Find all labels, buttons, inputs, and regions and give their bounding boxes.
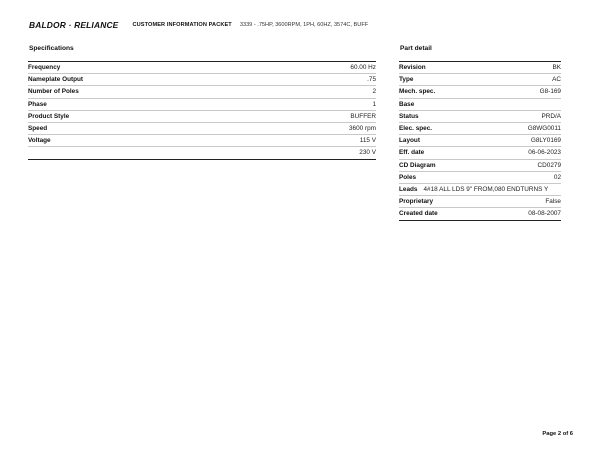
row-label: Elec. spec. — [399, 123, 486, 135]
table-row — [28, 74, 376, 86]
row-label: Layout — [399, 135, 486, 147]
table-row — [28, 147, 376, 159]
row-value: G8-169 — [486, 86, 561, 98]
table-row — [399, 86, 561, 98]
table-row — [399, 123, 561, 135]
row-label: Frequency — [28, 64, 61, 71]
row-label: Number of Poles — [28, 86, 261, 98]
specifications-heading: Specifications — [29, 45, 74, 52]
table-row — [399, 62, 561, 74]
row-label: Phase — [28, 98, 261, 110]
row-value: .75 — [261, 74, 376, 86]
row-value: BK — [552, 64, 561, 71]
row-label: Created date — [399, 208, 486, 220]
row-value: 06-06-2023 — [486, 147, 561, 159]
table-row — [28, 62, 376, 74]
table-row — [28, 123, 376, 135]
table-row — [399, 171, 561, 183]
row-value: 115 V — [261, 135, 376, 147]
table-row — [399, 147, 561, 159]
specifications-table — [28, 61, 376, 160]
row-label: Type — [399, 74, 486, 86]
brand-logo: BALDOR · RELIANCE — [29, 20, 119, 30]
document-subtitle: 3339 - .75HP, 3600RPM, 1PH, 60HZ, 3574C, BUFF — [239, 22, 369, 28]
document-header — [29, 19, 580, 31]
row-label: CD Diagram — [399, 159, 486, 171]
document-title: CUSTOMER INFORMATION PACKET — [132, 22, 232, 28]
row-value: 3600 rpm — [261, 123, 376, 135]
table-row — [399, 159, 561, 171]
row-label: Speed — [28, 123, 261, 135]
row-label: Product Style — [28, 110, 261, 122]
table-row — [399, 110, 561, 122]
row-label: Mech. spec. — [399, 86, 486, 98]
part-detail-heading: Part detail — [400, 45, 432, 52]
row-label: Poles — [399, 171, 486, 183]
row-label: Proprietary — [399, 196, 486, 208]
table-row — [28, 135, 376, 147]
row-value: BUFFER — [261, 110, 376, 122]
row-label: Voltage — [28, 135, 261, 147]
table-row — [399, 74, 561, 86]
row-label: Nameplate Output — [28, 74, 261, 86]
row-value: G8WG0011 — [486, 123, 561, 135]
row-label: Status — [399, 110, 486, 122]
row-value: 08-08-2007 — [486, 208, 561, 220]
row-value: 02 — [486, 171, 561, 183]
part-detail-table — [399, 61, 561, 221]
table-row — [399, 98, 561, 110]
page-number: Page 2 of 6 — [542, 431, 573, 437]
row-value: 60.00 Hz — [350, 64, 376, 71]
row-value: CD0279 — [486, 159, 561, 171]
row-value: 2 — [261, 86, 376, 98]
row-label: Revision — [399, 64, 426, 71]
row-label: Base — [399, 98, 486, 110]
row-label: Leads — [399, 186, 418, 194]
table-row — [28, 110, 376, 122]
row-value — [486, 98, 561, 110]
row-value: 4#18 ALL LDS 9" FROM,080 ENDTURNS Y — [423, 186, 549, 194]
row-value: 1 — [261, 98, 376, 110]
row-label — [28, 147, 261, 159]
table-row — [399, 135, 561, 147]
table-row — [399, 196, 561, 208]
leads-row-cell — [399, 184, 561, 196]
row-value: G8LY0169 — [486, 135, 561, 147]
table-row — [399, 184, 561, 196]
row-value: AC — [486, 74, 561, 86]
row-value: PRD/A — [486, 110, 561, 122]
row-value: 230 V — [261, 147, 376, 159]
row-label: Eff. date — [399, 147, 486, 159]
table-row — [399, 208, 561, 220]
table-row — [28, 98, 376, 110]
row-value: False — [486, 196, 561, 208]
table-row — [28, 86, 376, 98]
